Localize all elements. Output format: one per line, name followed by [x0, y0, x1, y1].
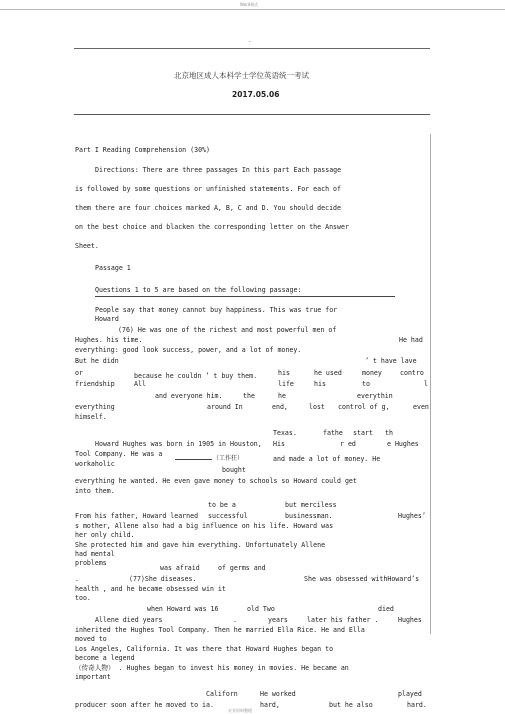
passage-line: inherited the Hughes Tool Company. Then he married Ella Rice. He and Ella	[75, 626, 365, 634]
passage-line: or	[75, 369, 83, 377]
passage-line: everythin	[357, 392, 393, 400]
directions-line-3: them there are four choices marked A, B, C and D. You should decide	[75, 204, 341, 212]
top-mark: -	[248, 38, 252, 45]
passage-line: lost	[309, 403, 325, 411]
passage-line: moved to	[75, 635, 107, 643]
passage-line: he used	[314, 369, 342, 377]
passage-line: his	[314, 380, 326, 388]
passage-line: to	[362, 380, 370, 388]
passage-line: She protected him and gave him everything. Unfortunately Allene	[75, 541, 326, 549]
passage-line: hard,	[260, 701, 280, 709]
passage-line: th	[385, 429, 393, 437]
passage-line: Los Angeles, California. It was there that Howard Hughes began to	[75, 645, 334, 653]
part-title: Part I Reading Comprehension (30%)	[75, 146, 210, 154]
passage-line: health , and he became obsessed win it	[75, 585, 226, 593]
passage-line: He had	[399, 336, 423, 344]
passage-line: years	[268, 616, 288, 624]
passage-line: She was obsessed withHoward’s	[304, 575, 420, 583]
passage-line: and made a lot of money. He	[273, 455, 381, 463]
passage-line: to be a	[208, 501, 236, 509]
directions-line-5: Sheet.	[75, 242, 99, 250]
passage-line: into them.	[75, 487, 115, 495]
directions-line-2: is followed by some questions or unfinished statements. For each of	[75, 185, 341, 193]
passage-line: Howard Hughes was born in 1905 in Houston,	[95, 440, 262, 448]
passage-line: even	[413, 403, 429, 411]
box-right-border	[430, 134, 431, 634]
passage-line: fathe	[323, 429, 343, 437]
passage-label: Passage 1	[95, 264, 131, 272]
passage-line: From his father, Howard learned	[75, 512, 199, 520]
passage-line: had mental	[75, 550, 115, 558]
passage-line: s mother, Allene also had a big influence on his life. Howard was	[75, 522, 334, 530]
passage-line: control of g,	[338, 403, 390, 411]
passage-line: Californ	[206, 690, 238, 698]
directions-line-4: on the best choice and blacken the corresponding letter on the Answer	[75, 223, 349, 231]
passage-line: ’ t have lave	[365, 357, 417, 365]
passage-line: played	[398, 690, 422, 698]
passage-line: was afraid	[160, 564, 200, 572]
questions-underline	[95, 296, 395, 297]
passage-line: but he also	[329, 701, 373, 709]
passage-line: when Howard was 16	[147, 605, 219, 613]
top-divider	[74, 48, 430, 49]
passage-line: important	[75, 673, 111, 681]
passage-line: because he couldn ’ t buy them.	[134, 372, 258, 380]
passage-line: old Two	[247, 605, 275, 613]
passage-line: People say that money cannot buy happiness. This was true for	[95, 306, 338, 314]
passage-line: died	[378, 605, 394, 613]
passage-line: his	[278, 369, 290, 377]
passage-line: money	[362, 369, 382, 377]
passage-line: everything: good look success, power, and a lot of money.	[75, 346, 302, 354]
directions-line-1: Directions: There are three passages In this part Each passage	[95, 166, 342, 174]
passage-line: Tool Company. He was a	[75, 450, 163, 458]
passage-line: (76) He was one of the richest and most powerful men of	[118, 326, 337, 334]
exam-date: 2017.05.06	[232, 90, 280, 99]
header-divider	[0, 9, 505, 10]
blank-underline	[175, 459, 212, 460]
passage-line: everything he wanted. He even gave money to schools so Howard could get	[75, 477, 357, 485]
passage-line: r ed	[340, 440, 356, 448]
passage-line: become a legend	[75, 654, 135, 662]
page-footer: 专业资料整理	[228, 708, 252, 713]
passage-line: everything	[75, 403, 115, 411]
passage-line: Allene died years	[95, 616, 163, 624]
passage-line: l	[424, 380, 428, 388]
passage-line: workaholic	[75, 460, 115, 468]
passage-line: contro	[400, 369, 424, 377]
passage-line: Hughes	[398, 616, 422, 624]
passage-line: His	[273, 440, 285, 448]
passage-line: start	[353, 429, 373, 437]
passage-line: around In	[207, 403, 243, 411]
passage-line: but merciless	[285, 501, 337, 509]
passage-line: later his father .	[307, 616, 379, 624]
passage-line: life	[278, 380, 294, 388]
passage-line: the	[243, 392, 255, 400]
page-header: Word格式	[240, 2, 259, 7]
passage-line: problems	[75, 559, 107, 567]
box-top-border	[74, 114, 430, 115]
passage-line: Hughes’	[398, 512, 426, 520]
passage-line: He worked	[260, 690, 296, 698]
passage-line: and everyone him.	[155, 392, 223, 400]
passage-line: Hughes. his time.	[75, 336, 143, 344]
passage-line: bought	[222, 466, 246, 474]
passage-line: he	[278, 392, 286, 400]
passage-line: .	[75, 575, 79, 583]
exam-title: 北京地区成人本科学士学位英语统一考试	[174, 71, 309, 80]
passage-line: her only child.	[75, 531, 135, 539]
passage-line: of germs and	[218, 564, 266, 572]
passage-line: All	[134, 380, 146, 388]
passage-line: businessman.	[285, 512, 333, 520]
passage-line: .	[233, 616, 237, 624]
passage-line: successful	[208, 512, 248, 520]
questions-note: Questions 1 to 5 are based on the following passage:	[95, 286, 302, 294]
passage-line: producer soon after he moved to ia.	[75, 701, 214, 709]
passage-line: hard.	[407, 701, 427, 709]
passage-line: （传奇人物） . Hughes began to invest his money in movies. He became an	[75, 664, 349, 672]
passage-line: Texas.	[273, 429, 297, 437]
passage-line: But he didn	[75, 357, 119, 365]
passage-line: e Hughes	[387, 440, 419, 448]
passage-line: (77)She diseases.	[129, 575, 197, 583]
passage-line: end,	[272, 403, 288, 411]
passage-line: himself.	[75, 413, 107, 421]
passage-line: too.	[75, 594, 91, 602]
passage-line: Howard	[95, 315, 119, 323]
passage-line: （工作狂）	[213, 455, 244, 462]
passage-line: friendship	[75, 380, 115, 388]
